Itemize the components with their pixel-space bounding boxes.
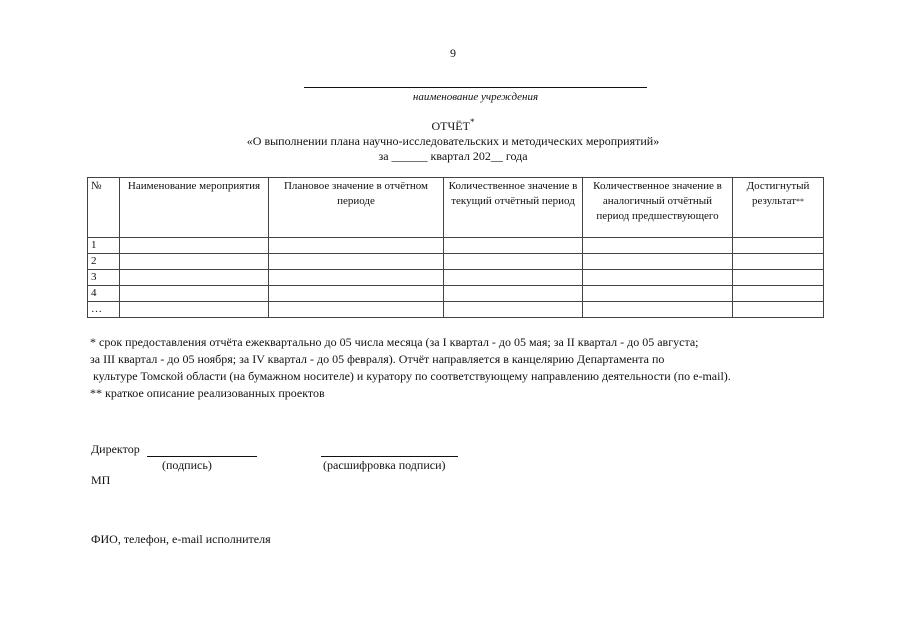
footnotes xyxy=(90,334,810,402)
table-cell[interactable] xyxy=(583,254,733,270)
header-previous-value: Количественное значение в аналогичный отчётный период предшествующего xyxy=(583,178,733,238)
header-planned-value: Плановое значение в отчётном периоде xyxy=(269,178,444,238)
header-number: № xyxy=(88,178,120,238)
table-cell[interactable] xyxy=(733,238,824,254)
signature-decode-caption: (расшифровка подписи) xyxy=(323,458,446,472)
table-cell[interactable] xyxy=(269,238,444,254)
footnote-line: * срок предоставления отчёта ежеквартально до 05 числа месяца (за I квартал - до 05 мая; за II квартал - до 05 августа; xyxy=(90,335,699,349)
table-cell[interactable] xyxy=(120,254,269,270)
header-event-name: Наименование мероприятия xyxy=(120,178,269,238)
report-title xyxy=(0,119,906,134)
stamp-label: МП xyxy=(91,473,111,487)
header-achieved-result xyxy=(733,178,824,238)
header-result-footnote-mark: ** xyxy=(796,197,805,206)
table-row xyxy=(88,270,824,286)
table-header-row xyxy=(88,178,824,238)
signature-line xyxy=(147,456,257,457)
table-cell[interactable] xyxy=(120,238,269,254)
row-number: 3 xyxy=(88,270,120,286)
page-number: 9 xyxy=(450,46,456,60)
table-row xyxy=(88,254,824,270)
header-achieved-result-text: Достигнутый результат xyxy=(746,180,810,207)
table-cell[interactable] xyxy=(120,302,269,318)
report-period: за ______ квартал 202__ года xyxy=(378,149,528,163)
executor-info-label: ФИО, телефон, e-mail исполнителя xyxy=(91,532,271,546)
table-cell[interactable] xyxy=(269,270,444,286)
table-cell[interactable] xyxy=(583,238,733,254)
table-cell[interactable] xyxy=(583,286,733,302)
row-number: … xyxy=(88,302,120,318)
table-cell[interactable] xyxy=(120,270,269,286)
footnote-line: за III квартал - до 05 ноября; за IV квартал - до 05 февраля). Отчёт направляется в канцелярию Департамента по xyxy=(90,352,665,366)
table-cell[interactable] xyxy=(733,286,824,302)
footnote-line: культуре Томской области (на бумажном носителе) и куратору по соответствующему направлению деятельности (по e-mail). xyxy=(90,369,731,383)
row-number: 4 xyxy=(88,286,120,302)
table-cell[interactable] xyxy=(444,254,583,270)
table-cell[interactable] xyxy=(269,302,444,318)
report-table xyxy=(87,177,824,318)
signature-caption: (подпись) xyxy=(162,458,212,472)
row-number: 1 xyxy=(88,238,120,254)
table-cell[interactable] xyxy=(583,270,733,286)
organization-caption: наименование учреждения xyxy=(412,91,539,103)
table-cell[interactable] xyxy=(733,254,824,270)
row-number: 2 xyxy=(88,254,120,270)
table-cell[interactable] xyxy=(269,254,444,270)
table-cell[interactable] xyxy=(444,238,583,254)
table-cell[interactable] xyxy=(733,302,824,318)
table-row xyxy=(88,238,824,254)
organization-name-line xyxy=(304,87,647,88)
report-title-text: ОТЧЁТ xyxy=(431,119,470,133)
table-row xyxy=(88,302,824,318)
signature-decode-line xyxy=(321,456,458,457)
table-row xyxy=(88,286,824,302)
table-cell[interactable] xyxy=(444,302,583,318)
table-cell[interactable] xyxy=(583,302,733,318)
footnote-line: ** краткое описание реализованных проектов xyxy=(90,386,325,400)
table-cell[interactable] xyxy=(733,270,824,286)
table-cell[interactable] xyxy=(269,286,444,302)
report-title-footnote-mark: * xyxy=(469,117,475,127)
table-cell[interactable] xyxy=(444,286,583,302)
table-cell[interactable] xyxy=(120,286,269,302)
header-current-value: Количественное значение в текущий отчётный период xyxy=(444,178,583,238)
director-label: Директор xyxy=(91,442,140,456)
report-subtitle: «О выполнении плана научно-исследовательских и методических мероприятий» xyxy=(246,134,660,148)
table-cell[interactable] xyxy=(444,270,583,286)
